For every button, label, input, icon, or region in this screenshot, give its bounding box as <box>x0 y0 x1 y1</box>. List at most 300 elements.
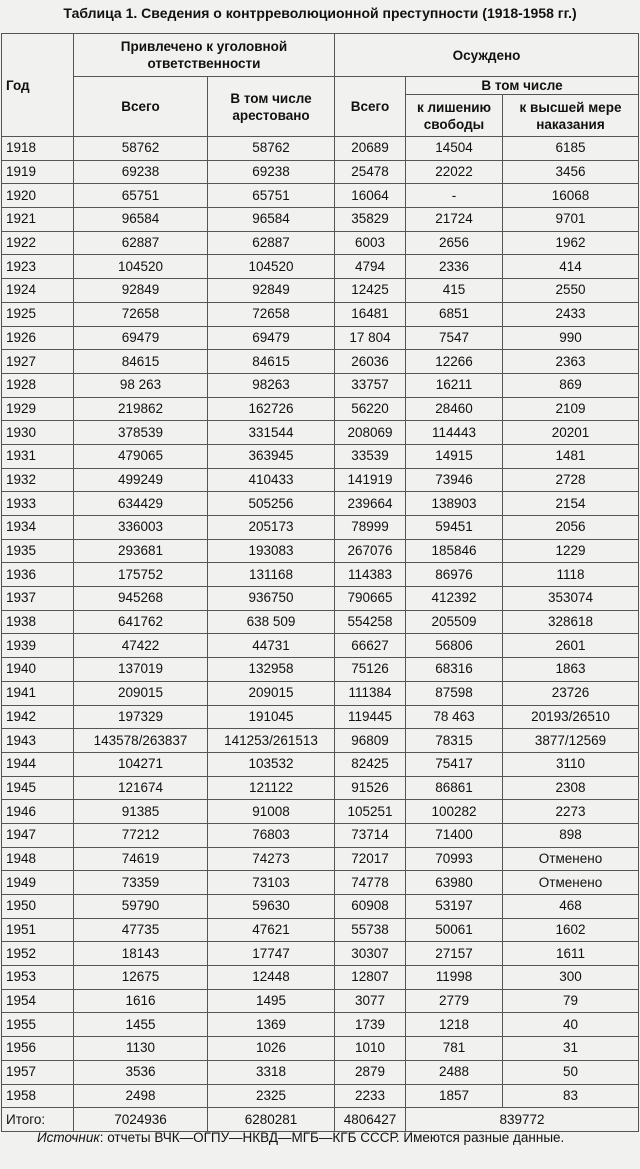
cell-year: 1950 <box>2 895 74 919</box>
cell-year: 1932 <box>2 468 74 492</box>
cell-convicted-prison: 28460 <box>406 397 503 421</box>
cell-convicted-prison: 75417 <box>406 752 503 776</box>
cell-attracted-arrested: 1369 <box>208 1013 335 1037</box>
cell-convicted-prison: 205509 <box>406 610 503 634</box>
cell-attracted-total: 72658 <box>74 302 208 326</box>
cell-attracted-total: 77212 <box>74 823 208 847</box>
cell-convicted-death: 3877/12569 <box>503 729 639 753</box>
cell-convicted-prison: 781 <box>406 1037 503 1061</box>
cell-convicted-prison: 70993 <box>406 847 503 871</box>
table-row <box>2 800 639 824</box>
cell-attracted-total: 62887 <box>74 231 208 255</box>
cell-attracted-total: 1616 <box>74 989 208 1013</box>
cell-convicted-prison: 114443 <box>406 421 503 445</box>
cell-attracted-total: 175752 <box>74 563 208 587</box>
cell-convicted-prison: 50061 <box>406 918 503 942</box>
cell-convicted-death: 1611 <box>503 942 639 966</box>
cell-convicted-total: 66627 <box>335 634 406 658</box>
table-row <box>2 184 639 208</box>
cell-attracted-arrested: 191045 <box>208 705 335 729</box>
cell-convicted-total: 78999 <box>335 516 406 540</box>
cell-convicted-total: 3077 <box>335 989 406 1013</box>
cell-convicted-total: 91526 <box>335 776 406 800</box>
cell-year: 1922 <box>2 231 74 255</box>
cell-attracted-total: 143578/263837 <box>74 729 208 753</box>
table-row <box>2 421 639 445</box>
cell-year: 1953 <box>2 966 74 990</box>
cell-convicted-death: 31 <box>503 1037 639 1061</box>
cell-convicted-prison: 2336 <box>406 255 503 279</box>
cell-year: 1928 <box>2 373 74 397</box>
cell-attracted-arrested: 59630 <box>208 895 335 919</box>
cell-attracted-total: 96584 <box>74 208 208 232</box>
table-row <box>2 563 639 587</box>
cell-attracted-total: 293681 <box>74 539 208 563</box>
table-row <box>2 516 639 540</box>
table-row <box>2 847 639 871</box>
cell-attracted-total: 219862 <box>74 397 208 421</box>
cell-attracted-total: 69238 <box>74 160 208 184</box>
cell-attracted-total: 98 263 <box>74 373 208 397</box>
cell-convicted-death: 869 <box>503 373 639 397</box>
table-row <box>2 444 639 468</box>
cell-convicted-prison: 1218 <box>406 1013 503 1037</box>
cell-convicted-total: 208069 <box>335 421 406 445</box>
cell-year: 1921 <box>2 208 74 232</box>
cell-convicted-prison: 2779 <box>406 989 503 1013</box>
cell-convicted-prison: 56806 <box>406 634 503 658</box>
cell-convicted-prison: 59451 <box>406 516 503 540</box>
cell-year: 1923 <box>2 255 74 279</box>
cell-year: 1933 <box>2 492 74 516</box>
cell-year: 1941 <box>2 681 74 705</box>
cell-convicted-death: 1863 <box>503 658 639 682</box>
cell-attracted-total: 499249 <box>74 468 208 492</box>
table-row <box>2 468 639 492</box>
cell-convicted-death: 3110 <box>503 752 639 776</box>
cell-convicted-prison: 87598 <box>406 681 503 705</box>
cell-attracted-arrested: 103532 <box>208 752 335 776</box>
cell-year: 1951 <box>2 918 74 942</box>
table-row <box>2 137 639 161</box>
cell-convicted-prison: 27157 <box>406 942 503 966</box>
cell-attracted-arrested: 193083 <box>208 539 335 563</box>
cell-convicted-prison: 6851 <box>406 302 503 326</box>
cell-attracted-arrested: 141253/261513 <box>208 729 335 753</box>
cell-attracted-arrested: 17747 <box>208 942 335 966</box>
cell-convicted-prison: 14504 <box>406 137 503 161</box>
cell-attracted-total: 137019 <box>74 658 208 682</box>
cell-attracted-arrested: 92849 <box>208 279 335 303</box>
cell-attracted-total: 12675 <box>74 966 208 990</box>
cell-convicted-prison: 71400 <box>406 823 503 847</box>
cell-year: 1939 <box>2 634 74 658</box>
cell-convicted-death: 50 <box>503 1060 639 1084</box>
cell-year: 1924 <box>2 279 74 303</box>
table-row <box>2 895 639 919</box>
table-row <box>2 610 639 634</box>
cell-attracted-arrested: 936750 <box>208 587 335 611</box>
cell-convicted-death: 20201 <box>503 421 639 445</box>
source-text: : отчеты ВЧК—ОГПУ—НКВД—МГБ—КГБ СССР. Имеются разные данные. <box>99 1130 565 1145</box>
total-attracted: 7024936 <box>74 1108 208 1132</box>
cell-convicted-prison: 412392 <box>406 587 503 611</box>
table-row <box>2 279 639 303</box>
cell-convicted-prison: 86861 <box>406 776 503 800</box>
header-convicted-including: В том числе <box>406 77 639 95</box>
cell-attracted-arrested: 505256 <box>208 492 335 516</box>
header-convicted-total: Всего <box>335 77 406 137</box>
cell-year: 1946 <box>2 800 74 824</box>
cell-attracted-total: 74619 <box>74 847 208 871</box>
cell-convicted-prison: - <box>406 184 503 208</box>
table-body <box>2 137 639 1108</box>
table-row <box>2 634 639 658</box>
cell-attracted-arrested: 98263 <box>208 373 335 397</box>
cell-attracted-arrested: 65751 <box>208 184 335 208</box>
cell-convicted-total: 16481 <box>335 302 406 326</box>
cell-attracted-arrested: 331544 <box>208 421 335 445</box>
cell-year: 1931 <box>2 444 74 468</box>
table-row <box>2 681 639 705</box>
cell-attracted-arrested: 1026 <box>208 1037 335 1061</box>
cell-year: 1956 <box>2 1037 74 1061</box>
cell-convicted-death: 83 <box>503 1084 639 1108</box>
cell-convicted-prison: 138903 <box>406 492 503 516</box>
cell-attracted-arrested: 162726 <box>208 397 335 421</box>
cell-convicted-death: 79 <box>503 989 639 1013</box>
table-row <box>2 658 639 682</box>
cell-convicted-death: 2308 <box>503 776 639 800</box>
cell-attracted-total: 65751 <box>74 184 208 208</box>
cell-convicted-prison: 78315 <box>406 729 503 753</box>
cell-attracted-arrested: 69479 <box>208 326 335 350</box>
cell-attracted-total: 1130 <box>74 1037 208 1061</box>
cell-convicted-total: 33757 <box>335 373 406 397</box>
cell-attracted-arrested: 209015 <box>208 681 335 705</box>
cell-convicted-death: 20193/26510 <box>503 705 639 729</box>
cell-convicted-total: 60908 <box>335 895 406 919</box>
cell-convicted-total: 554258 <box>335 610 406 634</box>
table-row <box>2 1013 639 1037</box>
cell-convicted-total: 119445 <box>335 705 406 729</box>
cell-convicted-death: 353074 <box>503 587 639 611</box>
cell-convicted-total: 267076 <box>335 539 406 563</box>
cell-attracted-total: 641762 <box>74 610 208 634</box>
cell-year: 1936 <box>2 563 74 587</box>
cell-convicted-prison: 21724 <box>406 208 503 232</box>
cell-attracted-arrested: 58762 <box>208 137 335 161</box>
cell-convicted-death: 2601 <box>503 634 639 658</box>
table-row <box>2 1084 639 1108</box>
cell-attracted-arrested: 131168 <box>208 563 335 587</box>
cell-convicted-total: 20689 <box>335 137 406 161</box>
cell-convicted-prison: 53197 <box>406 895 503 919</box>
cell-convicted-death: 2363 <box>503 350 639 374</box>
table-row <box>2 208 639 232</box>
cell-convicted-total: 56220 <box>335 397 406 421</box>
cell-convicted-total: 2879 <box>335 1060 406 1084</box>
header-convicted-death: к высшей мере наказания <box>503 95 639 137</box>
cell-year: 1957 <box>2 1060 74 1084</box>
cell-convicted-total: 72017 <box>335 847 406 871</box>
cell-attracted-total: 2498 <box>74 1084 208 1108</box>
cell-attracted-arrested: 62887 <box>208 231 335 255</box>
cell-convicted-total: 12807 <box>335 966 406 990</box>
cell-year: 1943 <box>2 729 74 753</box>
cell-attracted-arrested: 104520 <box>208 255 335 279</box>
cell-attracted-arrested: 84615 <box>208 350 335 374</box>
cell-convicted-total: 96809 <box>335 729 406 753</box>
source-label: Источник <box>37 1130 100 1145</box>
table-row <box>2 966 639 990</box>
header-attracted-arrested: В том числе арестовано <box>208 77 335 137</box>
cell-convicted-prison: 16211 <box>406 373 503 397</box>
cell-convicted-total: 73714 <box>335 823 406 847</box>
table-row <box>2 255 639 279</box>
cell-attracted-total: 58762 <box>74 137 208 161</box>
cell-year: 1942 <box>2 705 74 729</box>
cell-attracted-total: 1455 <box>74 1013 208 1037</box>
cell-convicted-death: 1962 <box>503 231 639 255</box>
cell-convicted-death: 2273 <box>503 800 639 824</box>
cell-convicted-death: 2433 <box>503 302 639 326</box>
cell-year: 1940 <box>2 658 74 682</box>
cell-convicted-total: 4794 <box>335 255 406 279</box>
table-row <box>2 1037 639 1061</box>
cell-attracted-arrested: 12448 <box>208 966 335 990</box>
cell-convicted-death: 2154 <box>503 492 639 516</box>
cell-convicted-total: 114383 <box>335 563 406 587</box>
header-convicted-prison: к лишению свободы <box>406 95 503 137</box>
cell-attracted-total: 104271 <box>74 752 208 776</box>
cell-attracted-total: 92849 <box>74 279 208 303</box>
cell-attracted-arrested: 72658 <box>208 302 335 326</box>
cell-attracted-arrested: 1495 <box>208 989 335 1013</box>
table-row <box>2 231 639 255</box>
table-row <box>2 823 639 847</box>
cell-attracted-total: 73359 <box>74 871 208 895</box>
cell-convicted-prison: 22022 <box>406 160 503 184</box>
total-arrested: 6280281 <box>208 1108 335 1132</box>
cell-attracted-total: 47735 <box>74 918 208 942</box>
cell-convicted-death: 300 <box>503 966 639 990</box>
table-row <box>2 942 639 966</box>
cell-year: 1937 <box>2 587 74 611</box>
cell-year: 1920 <box>2 184 74 208</box>
total-row <box>2 1108 639 1132</box>
cell-attracted-total: 945268 <box>74 587 208 611</box>
statistics-table <box>1 33 639 1132</box>
cell-attracted-total: 336003 <box>74 516 208 540</box>
cell-convicted-prison: 68316 <box>406 658 503 682</box>
cell-attracted-arrested: 91008 <box>208 800 335 824</box>
cell-convicted-total: 82425 <box>335 752 406 776</box>
cell-attracted-total: 378539 <box>74 421 208 445</box>
cell-convicted-death: 898 <box>503 823 639 847</box>
cell-convicted-total: 33539 <box>335 444 406 468</box>
cell-convicted-death: 2109 <box>503 397 639 421</box>
cell-convicted-prison: 73946 <box>406 468 503 492</box>
total-convicted: 4806427 <box>335 1108 406 1132</box>
cell-convicted-prison: 14915 <box>406 444 503 468</box>
table-row <box>2 326 639 350</box>
cell-year: 1955 <box>2 1013 74 1037</box>
table-row <box>2 587 639 611</box>
cell-convicted-total: 1010 <box>335 1037 406 1061</box>
header-convicted: Осуждено <box>335 34 639 77</box>
table-row <box>2 350 639 374</box>
cell-convicted-total: 6003 <box>335 231 406 255</box>
table-row <box>2 1060 639 1084</box>
cell-convicted-total: 12425 <box>335 279 406 303</box>
cell-attracted-total: 121674 <box>74 776 208 800</box>
cell-year: 1949 <box>2 871 74 895</box>
table-row <box>2 302 639 326</box>
cell-year: 1948 <box>2 847 74 871</box>
cell-convicted-prison: 1857 <box>406 1084 503 1108</box>
cell-convicted-death: 1481 <box>503 444 639 468</box>
cell-year: 1947 <box>2 823 74 847</box>
cell-convicted-death: 23726 <box>503 681 639 705</box>
cell-attracted-total: 209015 <box>74 681 208 705</box>
table-row <box>2 492 639 516</box>
cell-convicted-total: 111384 <box>335 681 406 705</box>
cell-convicted-total: 1739 <box>335 1013 406 1037</box>
table-row <box>2 918 639 942</box>
cell-convicted-total: 17 804 <box>335 326 406 350</box>
cell-convicted-prison: 2488 <box>406 1060 503 1084</box>
cell-convicted-total: 55738 <box>335 918 406 942</box>
cell-convicted-total: 105251 <box>335 800 406 824</box>
cell-convicted-total: 75126 <box>335 658 406 682</box>
cell-attracted-total: 47422 <box>74 634 208 658</box>
cell-convicted-death: 3456 <box>503 160 639 184</box>
cell-convicted-prison: 415 <box>406 279 503 303</box>
cell-year: 1945 <box>2 776 74 800</box>
cell-convicted-death: 468 <box>503 895 639 919</box>
table-row <box>2 373 639 397</box>
cell-convicted-total: 790665 <box>335 587 406 611</box>
cell-convicted-death: 1118 <box>503 563 639 587</box>
cell-year: 1935 <box>2 539 74 563</box>
cell-attracted-arrested: 205173 <box>208 516 335 540</box>
cell-convicted-death: 328618 <box>503 610 639 634</box>
cell-convicted-prison: 12266 <box>406 350 503 374</box>
cell-convicted-total: 30307 <box>335 942 406 966</box>
cell-attracted-arrested: 76803 <box>208 823 335 847</box>
table-row <box>2 160 639 184</box>
cell-convicted-prison: 78 463 <box>406 705 503 729</box>
header-attracted: Привлечено к уголовной ответственности <box>74 34 335 77</box>
cell-attracted-total: 84615 <box>74 350 208 374</box>
cell-convicted-death: 2056 <box>503 516 639 540</box>
table-title: Таблица 1. Сведения о контрреволюционной преступности (1918-1958 гг.) <box>63 5 577 21</box>
cell-convicted-death: Отменено <box>503 847 639 871</box>
cell-convicted-death: 990 <box>503 326 639 350</box>
header-attracted-total: Всего <box>74 77 208 137</box>
table-row <box>2 989 639 1013</box>
cell-attracted-total: 197329 <box>74 705 208 729</box>
table-row <box>2 752 639 776</box>
table-row <box>2 776 639 800</box>
cell-convicted-total: 25478 <box>335 160 406 184</box>
cell-attracted-arrested: 363945 <box>208 444 335 468</box>
cell-attracted-arrested: 74273 <box>208 847 335 871</box>
cell-convicted-total: 74778 <box>335 871 406 895</box>
cell-convicted-prison: 7547 <box>406 326 503 350</box>
cell-year: 1925 <box>2 302 74 326</box>
cell-year: 1952 <box>2 942 74 966</box>
cell-convicted-death: 16068 <box>503 184 639 208</box>
header-year: Год <box>2 34 74 137</box>
cell-convicted-total: 26036 <box>335 350 406 374</box>
cell-convicted-total: 2233 <box>335 1084 406 1108</box>
source-note <box>37 1129 597 1146</box>
cell-attracted-arrested: 132958 <box>208 658 335 682</box>
cell-convicted-death: 1229 <box>503 539 639 563</box>
cell-convicted-total: 141919 <box>335 468 406 492</box>
cell-convicted-total: 239664 <box>335 492 406 516</box>
cell-year: 1934 <box>2 516 74 540</box>
cell-year: 1919 <box>2 160 74 184</box>
cell-attracted-arrested: 73103 <box>208 871 335 895</box>
cell-attracted-total: 3536 <box>74 1060 208 1084</box>
cell-convicted-total: 35829 <box>335 208 406 232</box>
cell-convicted-death: 1602 <box>503 918 639 942</box>
cell-attracted-total: 91385 <box>74 800 208 824</box>
cell-attracted-total: 479065 <box>74 444 208 468</box>
cell-year: 1944 <box>2 752 74 776</box>
cell-year: 1958 <box>2 1084 74 1108</box>
cell-attracted-total: 104520 <box>74 255 208 279</box>
cell-attracted-arrested: 638 509 <box>208 610 335 634</box>
cell-convicted-death: 40 <box>503 1013 639 1037</box>
table-row <box>2 539 639 563</box>
table-row <box>2 871 639 895</box>
cell-convicted-prison: 100282 <box>406 800 503 824</box>
cell-attracted-total: 18143 <box>74 942 208 966</box>
cell-year: 1926 <box>2 326 74 350</box>
cell-convicted-death: 414 <box>503 255 639 279</box>
cell-convicted-death: 9701 <box>503 208 639 232</box>
cell-convicted-death: Отменено <box>503 871 639 895</box>
table-row <box>2 705 639 729</box>
cell-year: 1927 <box>2 350 74 374</box>
cell-attracted-arrested: 2325 <box>208 1084 335 1108</box>
cell-year: 1918 <box>2 137 74 161</box>
cell-attracted-arrested: 121122 <box>208 776 335 800</box>
cell-attracted-arrested: 69238 <box>208 160 335 184</box>
cell-convicted-prison: 185846 <box>406 539 503 563</box>
table-row <box>2 397 639 421</box>
total-convicted-rest: 839772 <box>406 1108 639 1132</box>
cell-convicted-death: 6185 <box>503 137 639 161</box>
cell-year: 1929 <box>2 397 74 421</box>
cell-attracted-arrested: 47621 <box>208 918 335 942</box>
cell-convicted-total: 16064 <box>335 184 406 208</box>
cell-convicted-death: 2550 <box>503 279 639 303</box>
cell-attracted-arrested: 3318 <box>208 1060 335 1084</box>
cell-year: 1954 <box>2 989 74 1013</box>
cell-convicted-prison: 63980 <box>406 871 503 895</box>
cell-convicted-prison: 11998 <box>406 966 503 990</box>
cell-attracted-total: 59790 <box>74 895 208 919</box>
cell-attracted-arrested: 44731 <box>208 634 335 658</box>
cell-attracted-total: 634429 <box>74 492 208 516</box>
cell-convicted-death: 2728 <box>503 468 639 492</box>
cell-attracted-arrested: 410433 <box>208 468 335 492</box>
